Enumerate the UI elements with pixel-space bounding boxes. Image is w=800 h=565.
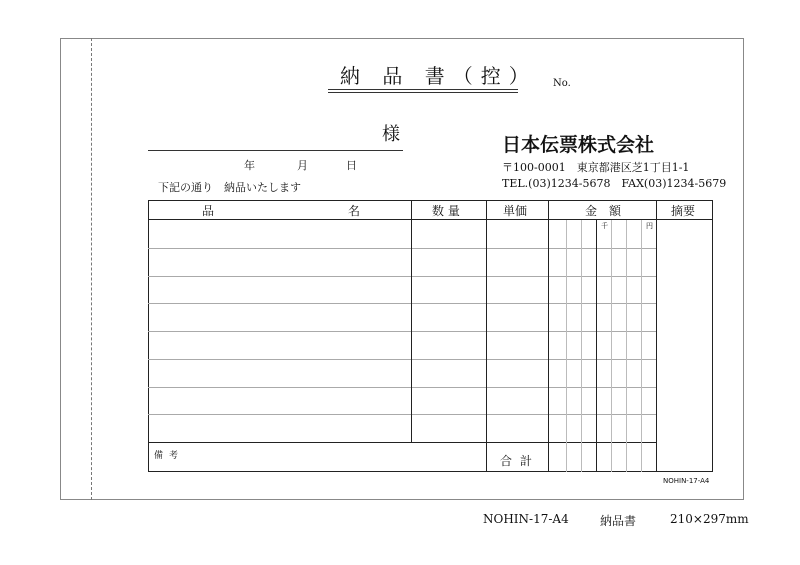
table-header-line — [148, 219, 713, 220]
amount-digit-line — [581, 220, 582, 472]
total-label: 合計 — [500, 454, 541, 468]
form-title: 納 品 書（控） — [340, 64, 537, 88]
date-day-label: 日 — [346, 159, 357, 172]
amount-digit-line — [566, 220, 567, 472]
amount-thousand-mark: 千 — [601, 222, 608, 230]
remarks-label: 備考 — [154, 451, 185, 461]
footer-code: NOHIN-17-A4 — [483, 512, 569, 526]
col-header-unit-price: 単価 — [503, 204, 528, 218]
customer-name-line — [148, 150, 403, 151]
col-header-remarks: 摘要 — [671, 204, 696, 218]
col-header-item-1: 品 — [202, 204, 215, 218]
col-divider-amount — [548, 200, 549, 472]
company-name: 日本伝票株式会社 — [502, 134, 655, 156]
company-tel-fax: TEL.(03)1234-5678 FAX(03)1234-5679 — [502, 177, 727, 190]
date-month-label: 月 — [297, 159, 308, 172]
col-header-amount: 金 額 — [585, 204, 622, 218]
date-year-label: 年 — [244, 159, 255, 172]
footer-size: 210×297mm — [670, 512, 749, 526]
number-label: No. — [553, 78, 571, 89]
customer-suffix: 様 — [382, 124, 400, 145]
amount-digit-line — [611, 220, 612, 472]
amount-digit-line — [641, 220, 642, 472]
company-address: 〒100-0001 東京都港区芝1丁目1-1 — [502, 161, 690, 174]
col-divider-remarks — [656, 200, 657, 472]
items-table — [148, 200, 713, 472]
amount-digit-line — [626, 220, 627, 472]
perforation-line — [91, 38, 92, 500]
col-header-qty: 数 量 — [432, 204, 460, 218]
amount-yen-mark: 円 — [646, 222, 653, 230]
col-divider-unit — [486, 200, 487, 472]
delivery-note: 下記の通り 納品いたします — [158, 181, 301, 194]
amount-digit-line — [596, 220, 597, 472]
form-code-small: NOHIN-17-A4 — [663, 477, 710, 485]
title-underline — [328, 89, 518, 90]
col-header-item-2: 名 — [348, 204, 361, 218]
col-divider-qty — [411, 200, 412, 443]
footer-name: 納品書 — [600, 514, 637, 528]
title-underline-2 — [328, 92, 518, 93]
